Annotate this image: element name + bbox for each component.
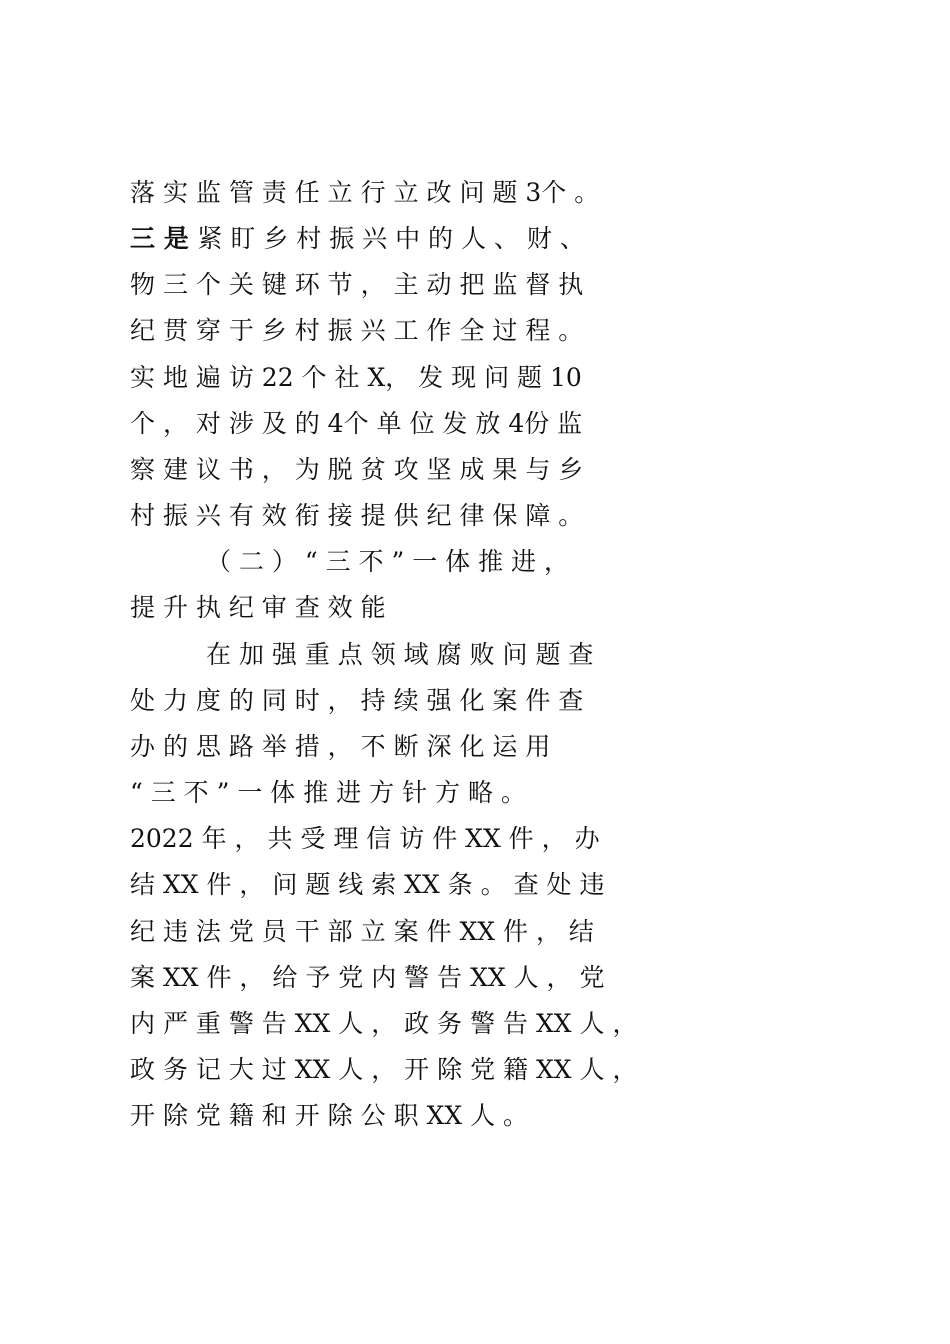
text-line-15: 2022 年 ， 共 受 理 信 访 件 XX 件 ， 办 — [130, 824, 600, 853]
section-heading-line-1: （ 二 ） “ 三 不 ” 一 体 推 进 ， — [206, 547, 569, 576]
text-line-8: 村 振 兴 有 效 衔 接 提 供 纪 律 保 障 。 — [130, 501, 584, 530]
text-line-19: 内 严 重 警 告 XX 人 ， 政 务 警 告 XX 人 ， — [130, 1009, 638, 1038]
text-line-17: 纪 违 法 党 员 干 部 立 案 件 XX 件 ， 结 — [130, 917, 594, 946]
text-line-3: 物 三 个 关 键 环 节 ， 主 动 把 监 督 执 — [130, 270, 584, 299]
bold-lead: 三 是 — [130, 224, 198, 253]
text-line-6: 个 ， 对 涉 及 的 4个 单 位 发 放 4份 监 — [130, 409, 583, 438]
section-heading-line-2: 提 升 执 纪 审 查 效 能 — [130, 593, 386, 622]
text-line-2 — [130, 222, 850, 256]
text-line-4: 纪 贯 穿 于 乡 村 振 兴 工 作 全 过 程 。 — [130, 316, 584, 345]
text-line-2-body: 紧 盯 乡 村 振 兴 中 的 人 、 财 、 — [197, 224, 585, 253]
text-line-14: “ 三 不 ” 一 体 推 进 方 针 方 略 。 — [130, 778, 526, 807]
text-line-5: 实 地 遍 访 22 个 社 X， 发 现 问 题 10 — [130, 363, 582, 392]
text-line-13: 办 的 思 路 举 措 ， 不 断 深 化 运 用 — [130, 732, 551, 761]
text-line-11: 在 加 强 重 点 领 域 腐 败 问 题 查 — [206, 640, 594, 669]
text-line-1: 落 实 监 管 责 任 立 行 立 改 问 题 3个 。 — [130, 178, 600, 207]
text-line-21: 开 除 党 籍 和 开 除 公 职 XX 人 。 — [130, 1101, 529, 1130]
text-line-7: 察 建 议 书 ， 为 脱 贫 攻 坚 成 果 与 乡 — [130, 455, 584, 484]
text-line-12: 处 力 度 的 同 时 ， 持 续 强 化 案 件 查 — [130, 686, 584, 715]
text-line-20: 政 务 记 大 过 XX 人 ， 开 除 党 籍 XX 人 ， — [130, 1055, 638, 1084]
text-line-18: 案 XX 件 ， 给 予 党 内 警 告 XX 人 ， 党 — [130, 963, 605, 992]
text-line-16: 结 XX 件 ， 问 题 线 索 XX 条 。 查 处 违 — [130, 870, 605, 899]
